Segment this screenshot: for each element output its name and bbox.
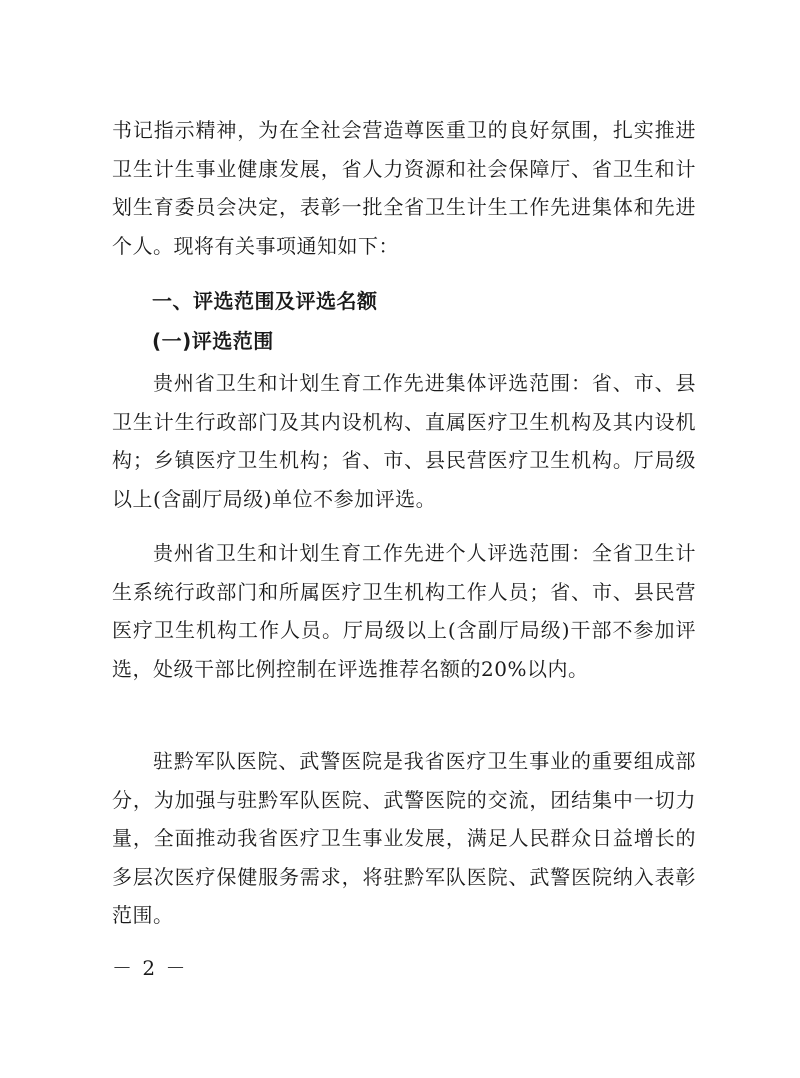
page-number: － 2 － xyxy=(112,956,188,980)
collective-scope-paragraph: 贵州省卫生和计划生育工作先进集体评选范围：省、市、县卫生计生行政部门及其内设机构、直属医疗卫生机构及其内设机构；乡镇医疗卫生机构；省、市、县民营医疗卫生机构。厅局级以上(含副厅局级)单位不参加评选。 xyxy=(112,371,696,511)
subsection-heading: (一)评选范围 xyxy=(152,329,274,353)
military-hospital-paragraph: 驻黔军队医院、武警医院是我省医疗卫生事业的重要组成部分，为加强与驻黔军队医院、武警医院的交流，团结集中一切力量，全面推动我省医疗卫生事业发展，满足人民群众日益增长的多层次医疗保健服务需求，将驻黔军队医院、武警医院纳入表彰范围。 xyxy=(112,749,696,927)
individual-scope-paragraph: 贵州省卫生和计划生育工作先进个人评选范围：全省卫生计生系统行政部门和所属医疗卫生机构工作人员；省、市、县民营医疗卫生机构工作人员。厅局级以上(含副厅局级)干部不参加评选，处级干部比例控制在评选推荐名额的20%以内。 xyxy=(112,541,696,681)
intro-paragraph: 书记指示精神，为在全社会营造尊医重卫的良好氛围，扎实推进卫生计生事业健康发展，省人力资源和社会保障厅、省卫生和计划生育委员会决定，表彰一批全省卫生计生工作先进集体和先进个人。现将有关事项通知如下： xyxy=(112,118,696,258)
section-heading: 一、评选范围及评选名额 xyxy=(152,289,378,313)
